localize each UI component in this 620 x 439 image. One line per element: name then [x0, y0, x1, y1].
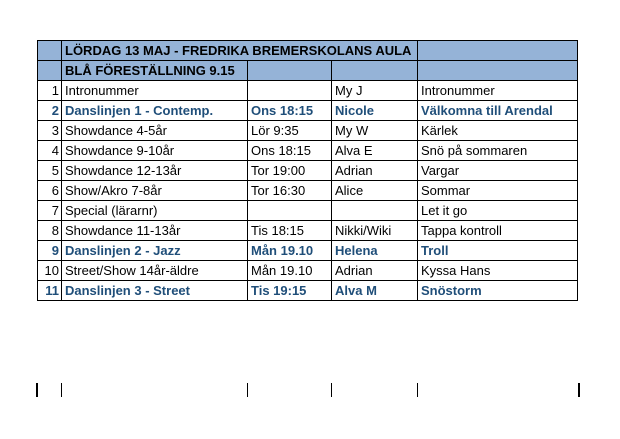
- row-number: 4: [38, 141, 62, 161]
- teacher-name: My J: [332, 81, 418, 101]
- song-title: Troll: [418, 241, 578, 261]
- class-time: Tor 19:00: [248, 161, 332, 181]
- song-title: Tappa kontroll: [418, 221, 578, 241]
- title-row-empty-cell: [418, 41, 578, 61]
- title-row-num-cell: [38, 41, 62, 61]
- row-number: 3: [38, 121, 62, 141]
- song-title: Intronummer: [418, 81, 578, 101]
- row-number: 11: [38, 281, 62, 301]
- page-mark: [61, 383, 62, 397]
- program-table: [37, 40, 578, 301]
- class-name: Showdance 9-10år: [62, 141, 248, 161]
- page-mark: [578, 383, 580, 397]
- teacher-name: Nikki/Wiki: [332, 221, 418, 241]
- song-title: Kyssa Hans: [418, 261, 578, 281]
- class-time: Tis 19:15: [248, 281, 332, 301]
- song-title: Vargar: [418, 161, 578, 181]
- teacher-name: Alice: [332, 181, 418, 201]
- class-time: Ons 18:15: [248, 101, 332, 121]
- subtitle-row-empty-cell: [418, 61, 578, 81]
- song-title: Snö på sommaren: [418, 141, 578, 161]
- teacher-name: Adrian: [332, 161, 418, 181]
- class-name: Danslinjen 2 - Jazz: [62, 241, 248, 261]
- class-time: [248, 81, 332, 101]
- class-name: Show/Akro 7-8år: [62, 181, 248, 201]
- class-name: Danslinjen 3 - Street: [62, 281, 248, 301]
- subtitle-row-empty-cell: [332, 61, 418, 81]
- table-row: [38, 221, 578, 241]
- title-row: [38, 41, 578, 61]
- page-mark: [247, 383, 248, 397]
- page-mark: [36, 383, 38, 397]
- row-number: 2: [38, 101, 62, 121]
- class-time: Mån 19.10: [248, 261, 332, 281]
- table-row: [38, 121, 578, 141]
- class-name: Special (lärarnr): [62, 201, 248, 221]
- row-number: 10: [38, 261, 62, 281]
- teacher-name: Adrian: [332, 261, 418, 281]
- row-number: 6: [38, 181, 62, 201]
- teacher-name: Alva E: [332, 141, 418, 161]
- row-number: 7: [38, 201, 62, 221]
- page-break-marks: [0, 383, 620, 397]
- class-time: Mån 19.10: [248, 241, 332, 261]
- subtitle-row-empty-cell: [248, 61, 332, 81]
- teacher-name: Alva M: [332, 281, 418, 301]
- song-title: Kärlek: [418, 121, 578, 141]
- song-title: Let it go: [418, 201, 578, 221]
- row-number: 5: [38, 161, 62, 181]
- song-title: Välkomna till Arendal: [418, 101, 578, 121]
- page-mark: [417, 383, 418, 397]
- class-time: Lör 9:35: [248, 121, 332, 141]
- show-subtitle: BLÅ FÖRESTÄLLNING 9.15: [62, 61, 248, 81]
- table-row: [38, 261, 578, 281]
- teacher-name: Nicole: [332, 101, 418, 121]
- class-time: Ons 18:15: [248, 141, 332, 161]
- class-name: Danslinjen 1 - Contemp.: [62, 101, 248, 121]
- page-mark: [331, 383, 332, 397]
- class-time: Tis 18:15: [248, 221, 332, 241]
- event-title: LÖRDAG 13 MAJ - FREDRIKA BREMERSKOLANS AULA: [62, 41, 418, 61]
- table-row: [38, 241, 578, 261]
- class-time: [248, 201, 332, 221]
- class-name: Showdance 12-13år: [62, 161, 248, 181]
- program-table-body: [38, 41, 578, 301]
- class-name: Showdance 11-13år: [62, 221, 248, 241]
- class-name: Intronummer: [62, 81, 248, 101]
- teacher-name: Helena: [332, 241, 418, 261]
- table-row: [38, 161, 578, 181]
- program-sheet: [37, 40, 578, 301]
- class-name: Street/Show 14år-äldre: [62, 261, 248, 281]
- table-row: [38, 141, 578, 161]
- song-title: Snöstorm: [418, 281, 578, 301]
- table-row: [38, 201, 578, 221]
- table-row: [38, 281, 578, 301]
- song-title: Sommar: [418, 181, 578, 201]
- row-number: 1: [38, 81, 62, 101]
- class-name: Showdance 4-5år: [62, 121, 248, 141]
- subtitle-row: [38, 61, 578, 81]
- subtitle-row-num-cell: [38, 61, 62, 81]
- table-row: [38, 181, 578, 201]
- class-time: Tor 16:30: [248, 181, 332, 201]
- row-number: 8: [38, 221, 62, 241]
- table-row: [38, 101, 578, 121]
- table-row: [38, 81, 578, 101]
- teacher-name: My W: [332, 121, 418, 141]
- row-number: 9: [38, 241, 62, 261]
- teacher-name: [332, 201, 418, 221]
